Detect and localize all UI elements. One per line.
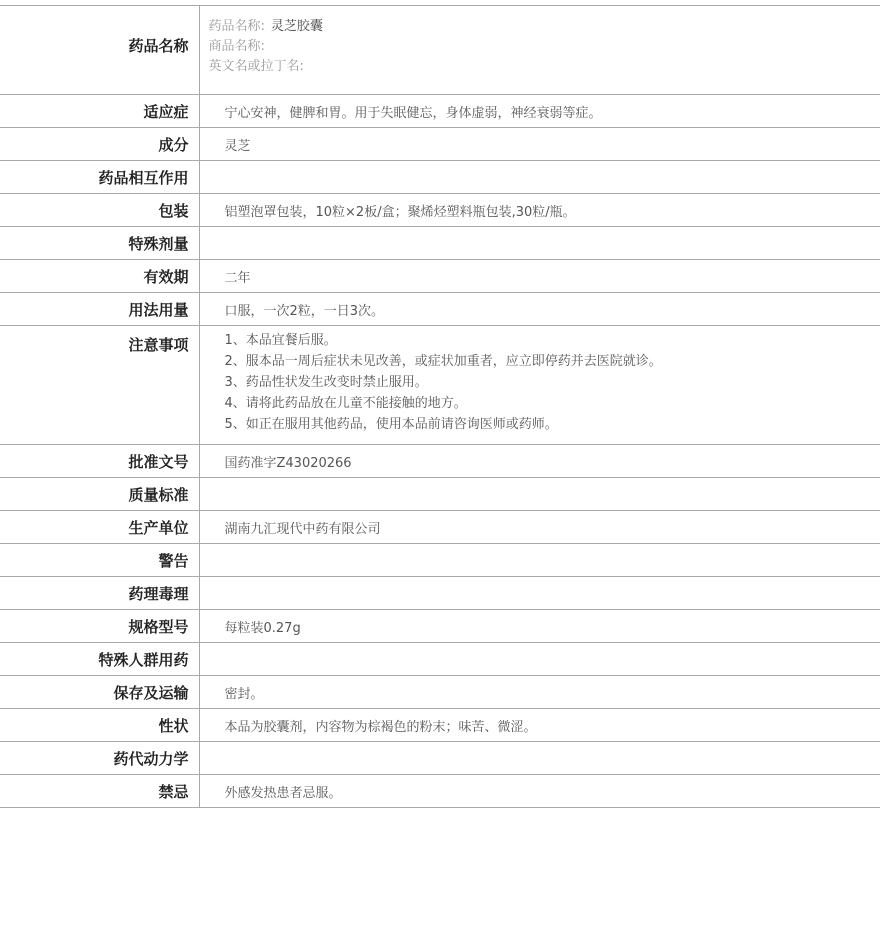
row-label: 禁忌 — [0, 775, 199, 808]
drug-name-values — [199, 6, 880, 95]
drug-info-sheet — [0, 5, 880, 808]
list-item: 4、请将此药品放在儿童不能接触的地方。 — [224, 396, 467, 411]
row-quality-standard — [0, 478, 880, 511]
row-label: 质量标准 — [0, 478, 199, 511]
row-value: 宁心安神，健脾和胃。用于失眠健忘，身体虚弱，神经衰弱等症。 — [199, 95, 880, 128]
row-value: 每粒装0.27g — [199, 610, 880, 643]
row-label: 规格型号 — [0, 610, 199, 643]
row-value — [199, 227, 880, 260]
row-value: 国药准字Z43020266 — [199, 445, 880, 478]
row-drug-name — [0, 6, 880, 95]
row-value: 铝塑泡罩包装，10粒×2板/盒；聚烯烃塑料瓶包装,30粒/瓶。 — [199, 194, 880, 227]
row-label: 药品名称 — [0, 6, 199, 95]
row-label: 药品相互作用 — [0, 161, 199, 194]
row-label: 注意事项 — [0, 326, 199, 445]
row-warning — [0, 544, 880, 577]
row-value: 本品为胶囊剂，内容物为棕褐色的粉末；味苦、微涩。 — [199, 709, 880, 742]
row-contraindications — [0, 775, 880, 808]
row-special-populations — [0, 643, 880, 676]
row-manufacturer — [0, 511, 880, 544]
row-label: 成分 — [0, 128, 199, 161]
row-value — [199, 742, 880, 775]
row-approval-number — [0, 445, 880, 478]
generic-name-key: 药品名称: — [208, 19, 265, 34]
row-label: 警告 — [0, 544, 199, 577]
row-label: 包装 — [0, 194, 199, 227]
row-value: 湖南九汇现代中药有限公司 — [199, 511, 880, 544]
row-label: 特殊人群用药 — [0, 643, 199, 676]
row-storage — [0, 676, 880, 709]
row-shelf-life — [0, 260, 880, 293]
row-description — [0, 709, 880, 742]
list-item: 3、药品性状发生改变时禁止服用。 — [224, 375, 428, 390]
list-item: 1、本品宜餐后服。 — [224, 333, 337, 348]
row-label: 特殊剂量 — [0, 227, 199, 260]
row-special-dosage — [0, 227, 880, 260]
list-item: 2、服本品一周后症状未见改善，或症状加重者，应立即停药并去医院就诊。 — [224, 354, 662, 369]
generic-name-value: 灵芝胶囊 — [270, 19, 323, 34]
row-usage-dosage — [0, 293, 880, 326]
row-label: 生产单位 — [0, 511, 199, 544]
trade-name-line — [209, 37, 880, 57]
row-value: 二年 — [199, 260, 880, 293]
drug-info-table — [0, 5, 880, 808]
row-value — [199, 577, 880, 610]
row-label: 有效期 — [0, 260, 199, 293]
precautions-list — [199, 326, 880, 445]
row-value — [199, 544, 880, 577]
row-value — [199, 161, 880, 194]
row-precautions — [0, 326, 880, 445]
row-label: 用法用量 — [0, 293, 199, 326]
english-name-line — [209, 57, 880, 77]
row-value: 密封。 — [199, 676, 880, 709]
row-value — [199, 643, 880, 676]
row-label: 药理毒理 — [0, 577, 199, 610]
row-pharmacokinetics — [0, 742, 880, 775]
row-packaging — [0, 194, 880, 227]
row-label: 适应症 — [0, 95, 199, 128]
row-value: 口服，一次2粒，一日3次。 — [199, 293, 880, 326]
row-value — [199, 478, 880, 511]
english-name-key: 英文名或拉丁名: — [208, 59, 304, 74]
row-indications — [0, 95, 880, 128]
row-specification — [0, 610, 880, 643]
row-label: 性状 — [0, 709, 199, 742]
list-item: 5、如正在服用其他药品，使用本品前请咨询医师或药师。 — [224, 417, 558, 432]
trade-name-key: 商品名称: — [208, 39, 265, 54]
row-label: 保存及运输 — [0, 676, 199, 709]
generic-name-line — [209, 17, 880, 37]
row-interactions — [0, 161, 880, 194]
row-pharmacology — [0, 577, 880, 610]
row-label: 药代动力学 — [0, 742, 199, 775]
row-ingredients — [0, 128, 880, 161]
row-label: 批准文号 — [0, 445, 199, 478]
row-value: 外感发热患者忌服。 — [199, 775, 880, 808]
row-value: 灵芝 — [199, 128, 880, 161]
